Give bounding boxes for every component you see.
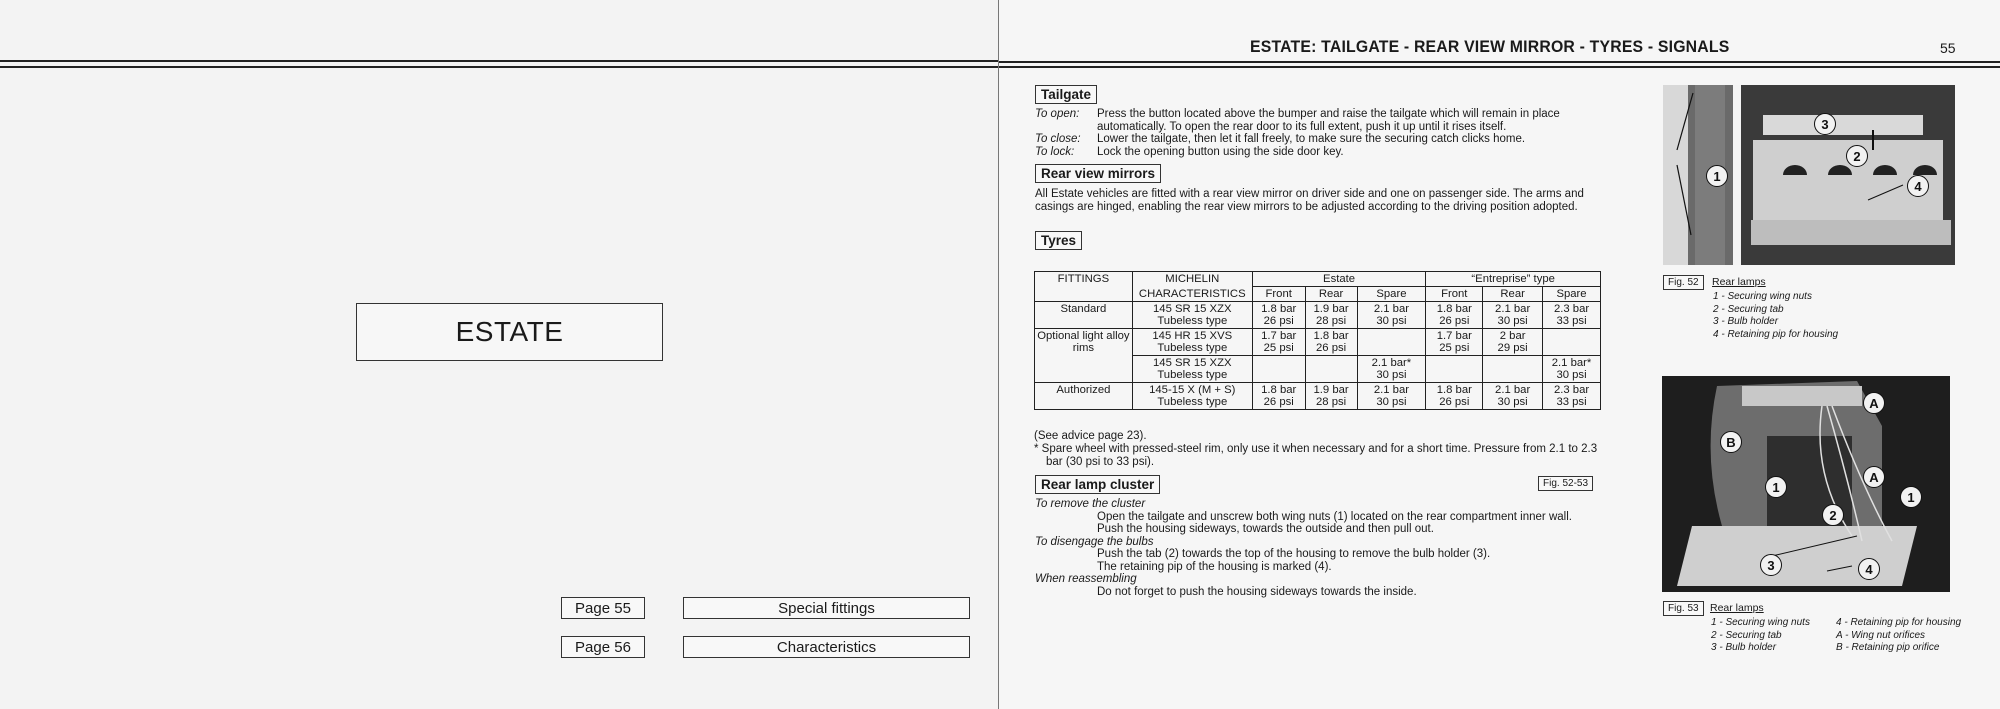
fig53-callout-4: 4 [1858,558,1880,580]
pressure-cell [1357,302,1426,329]
pressure-bar [1545,330,1598,342]
fig53-callout-1-right: 1 [1900,486,1922,508]
fig52-callout-1: 1 [1706,165,1728,187]
definition: Lower the tailgate, then let it fall freely, to make sure the securing catch clicks home. [1097,133,1526,145]
step-line: The retaining pip of the housing is marked (4). [1097,560,1332,573]
pressure-psi: 30 psi [1376,315,1407,327]
tyres-note-advice: (See advice page 23). [1034,430,1147,442]
tyre-cell [1132,356,1252,383]
section-title: ESTATE [455,316,564,347]
fitting-cell: Standard [1035,302,1133,329]
header-cell: Rear [1305,287,1357,302]
nav-section-label: Special fittings [778,599,875,617]
pressure-cell [1543,302,1601,329]
heading-text: Tyres [1041,233,1077,248]
pressure-bar: 1.9 bar [1313,384,1349,396]
tyre-line: Tubeless type [1157,369,1228,381]
nav-page-55[interactable] [561,597,645,619]
pressure-cell [1543,383,1601,410]
pressure-bar: 2.3 bar [1553,384,1590,396]
tyre-cell [1132,329,1252,356]
pressure-bar [1308,357,1355,369]
pressure-psi: 28 psi [1316,315,1347,327]
pressure-cell [1426,302,1483,329]
step-heading: When reassembling [1035,573,1137,585]
pressure-bar [1255,357,1303,369]
pressure-cell [1252,383,1305,410]
pressure-psi: 30 psi [1497,396,1528,408]
pressure-cell [1357,383,1426,410]
table-row [1035,383,1601,410]
pressure-psi: 25 psi [1439,342,1470,354]
header-cell: FITTINGS [1035,272,1133,287]
pressure-psi [1308,369,1355,381]
tailgate-instructions [1035,108,1603,158]
legend-item: 2 - Securing tab [1711,629,1782,641]
fitting-cell: Authorized [1035,383,1133,410]
pressure-cell [1483,329,1543,356]
nav-special-fittings[interactable] [683,597,970,619]
pressure-psi: 28 psi [1316,396,1347,408]
pressure-cell [1483,302,1543,329]
fitting-cell [1035,356,1133,383]
pressure-bar [1485,357,1540,369]
figure-reference-text: Fig. 52-53 [1543,478,1589,489]
term: To open: [1035,108,1080,120]
tyres-heading [1035,231,1082,250]
pressure-psi: 26 psi [1263,396,1294,408]
pressure-cell [1252,302,1305,329]
pressure-bar [1428,357,1480,369]
step-line: Push the tab (2) towards the top of the housing to remove the bulb holder (3). [1097,548,1491,560]
fig53-callout-3: 3 [1760,554,1782,576]
header-cell: CHARACTERISTICS [1132,287,1252,302]
section-title-box [356,303,663,361]
figure-label-text: Fig. 52 [1668,277,1699,288]
pressure-psi: 26 psi [1263,315,1294,327]
legend-item: 3 - Bulb holder [1713,316,1779,327]
tyre-cell [1132,302,1252,329]
fig53-legend-col1 [1711,617,1810,655]
fitting-cell: Optional light alloy rims [1035,329,1133,356]
term: To lock: [1035,145,1075,158]
pressure-cell [1483,383,1543,410]
tailgate-close-row [1035,133,1603,146]
legend-item: 1 - Securing wing nuts [1711,617,1810,628]
tyre-line: 145 HR 15 XVS [1152,330,1233,342]
pressure-cell [1426,329,1483,356]
tyre-cell [1132,383,1252,410]
rear-lamp-steps [1035,498,1603,598]
fig53-title: Rear lamps [1710,602,1764,614]
pressure-psi [1545,342,1598,354]
legend-item: 2 - Securing tab [1713,303,1784,315]
fig52-title: Rear lamps [1712,276,1766,288]
legend-item: 3 - Bulb holder [1711,642,1777,653]
header-cell: Spare [1543,287,1601,302]
figure-label-text: Fig. 53 [1668,603,1699,614]
fig53-callout-2: 2 [1822,504,1844,526]
tyre-line: Tubeless type [1157,396,1228,408]
table-header-row [1035,272,1601,287]
step-line: Do not forget to push the housing sideways towards the inside. [1097,585,1417,598]
pressure-bar: 1.8 bar [1261,303,1297,315]
pressure-cell [1305,302,1357,329]
pressure-psi: 30 psi [1556,369,1587,381]
fig53-legend-col2 [1836,617,1961,655]
fig53-label [1663,601,1704,616]
pressure-psi: 26 psi [1439,315,1470,327]
pressure-psi [1485,369,1540,381]
header-cell: Spare [1357,287,1426,302]
pressure-cell [1483,356,1543,383]
pressure-psi: 30 psi [1376,396,1407,408]
pressure-bar: 1.8 bar [1261,384,1297,396]
fig53-callout-b: B [1720,431,1742,453]
heading-text: Rear view mirrors [1041,166,1156,181]
table-row [1035,356,1601,383]
pressure-cell [1305,383,1357,410]
term: To close: [1035,133,1081,145]
pressure-psi: 25 psi [1263,342,1294,354]
heading-text: Rear lamp cluster [1041,477,1155,492]
pressure-bar: 1.7 bar [1261,330,1297,342]
pressure-psi: 30 psi [1497,315,1528,327]
nav-section-label: Characteristics [776,638,877,656]
pressure-bar: 1.8 bar [1436,384,1472,396]
pressure-cell [1305,329,1357,356]
figure-reference [1538,476,1593,491]
pressure-psi: 29 psi [1497,342,1528,354]
header-cell: Estate [1252,272,1426,287]
table-subheader-row [1035,287,1601,302]
pressure-bar: 1.7 bar [1436,330,1472,342]
fig53-callout-a-mid: A [1863,466,1885,488]
pressure-cell [1543,356,1601,383]
header-cell: MICHELIN [1132,272,1252,287]
tailgate-lock-row [1035,146,1603,159]
step-line: Open the tailgate and unscrew both wing nuts (1) located on the rear compartment inner wall. [1097,510,1572,523]
header-rule-bottom-right [999,66,2000,68]
pressure-bar: 2.1 bar [1495,303,1531,315]
header-cell: Front [1426,287,1483,302]
tyre-pressure-table [1034,271,1601,410]
legend-item: A - Wing nut orifices [1836,629,1926,641]
pressure-cell [1357,356,1426,383]
mirrors-text: All Estate vehicles are fitted with a rear view mirror on driver side and one on passenger side. The arms and casings are hinged, enabling the rear view mirrors to be adjusted according to the driving position adopted. [1035,188,1584,213]
header-rule-top [0,60,998,62]
header-cell: Front [1252,287,1305,302]
pressure-cell [1252,356,1305,383]
pressure-bar: 2.3 bar [1553,303,1590,315]
pressure-cell [1305,356,1357,383]
pressure-psi: 33 psi [1556,315,1587,327]
pressure-cell [1357,329,1426,356]
pressure-cell [1543,329,1601,356]
table-row [1035,302,1601,329]
step-line: Push the housing sideways, towards the outside and then pull out. [1097,523,1434,535]
fig53-callout-1-left: 1 [1765,476,1787,498]
fig52-legend [1713,291,1838,341]
fig52-callout-3: 3 [1814,113,1836,135]
tyre-line: Tubeless type [1157,315,1228,327]
header-cell: Rear [1483,287,1543,302]
pressure-psi [1255,369,1303,381]
nav-characteristics[interactable] [683,636,970,658]
tyres-note-spare: * Spare wheel with pressed-steel rim, only use it when necessary and for a short time. Pressure from 2.1 to 2.3 bar (30 psi to 33 psi). [1034,443,1598,468]
pressure-bar [1360,330,1424,342]
header-cell: “Entreprise” type [1426,272,1601,287]
pressure-psi [1360,342,1424,354]
fig52-callout-4: 4 [1907,175,1929,197]
nav-page-label: Page 55 [575,599,631,617]
pressure-bar: 1.8 bar [1313,330,1349,342]
pressure-psi: 26 psi [1439,396,1470,408]
pressure-bar: 1.9 bar [1313,303,1349,315]
page-header-title: ESTATE: TAILGATE - REAR VIEW MIRROR - TYRES - SIGNALS [1250,37,1730,56]
pressure-cell [1252,329,1305,356]
heading-text: Tailgate [1041,87,1092,102]
tailgate-heading [1035,85,1097,104]
nav-page-label: Page 56 [575,638,631,656]
pressure-bar: 2.1 bar* [1551,357,1592,369]
rear-lamp-heading [1035,475,1160,494]
pressure-psi: 33 psi [1556,396,1587,408]
fig53-callout-a-top: A [1863,392,1885,414]
pressure-psi: 30 psi [1376,369,1407,381]
pressure-cell [1426,356,1483,383]
pressure-bar: 2.1 bar* [1371,357,1412,369]
mirrors-heading [1035,164,1161,183]
legend-item: B - Retaining pip orifice [1836,642,1940,653]
tyre-line: 145 SR 15 XZX [1153,357,1232,369]
legend-item: 4 - Retaining pip for housing [1836,617,1962,628]
pressure-bar: 2.1 bar [1373,303,1410,315]
pressure-bar: 1.8 bar [1436,303,1472,315]
definition: Lock the opening button using the side door key. [1097,145,1344,158]
tyre-line: Tubeless type [1157,342,1228,354]
header-rule-top-right [999,61,2000,63]
page-number: 55 [1940,40,1956,56]
pressure-cell [1426,383,1483,410]
table-row [1035,329,1601,356]
nav-page-56[interactable] [561,636,645,658]
tyre-line: 145-15 X (M + S) [1149,384,1236,396]
pressure-psi [1428,369,1480,381]
pressure-bar: 2.1 bar [1495,384,1531,396]
step-heading: To disengage the bulbs [1035,535,1154,548]
legend-item: 1 - Securing wing nuts [1713,291,1812,302]
header-cell [1035,287,1133,302]
pressure-psi: 26 psi [1316,342,1347,354]
fig53-illustration [1662,376,1950,592]
fig52-photo [1663,85,1955,265]
pressure-bar: 2 bar [1499,330,1526,342]
tyre-line: 145 SR 15 XZX [1153,303,1232,315]
step-heading: To remove the cluster [1035,498,1146,510]
left-page [0,0,998,709]
fig52-callout-2: 2 [1846,145,1868,167]
header-rule-bottom [0,66,998,68]
fig53-photo [1662,376,1950,592]
fig52-label [1663,275,1704,290]
legend-item: 4 - Retaining pip for housing [1713,328,1839,340]
pressure-bar: 2.1 bar [1373,384,1410,396]
tailgate-open-row [1035,108,1603,133]
definition: Press the button located above the bumper and raise the tailgate which will remain in place automatically. To open the rear door to its full extent, push it up until it rises itself. [1097,108,1560,133]
